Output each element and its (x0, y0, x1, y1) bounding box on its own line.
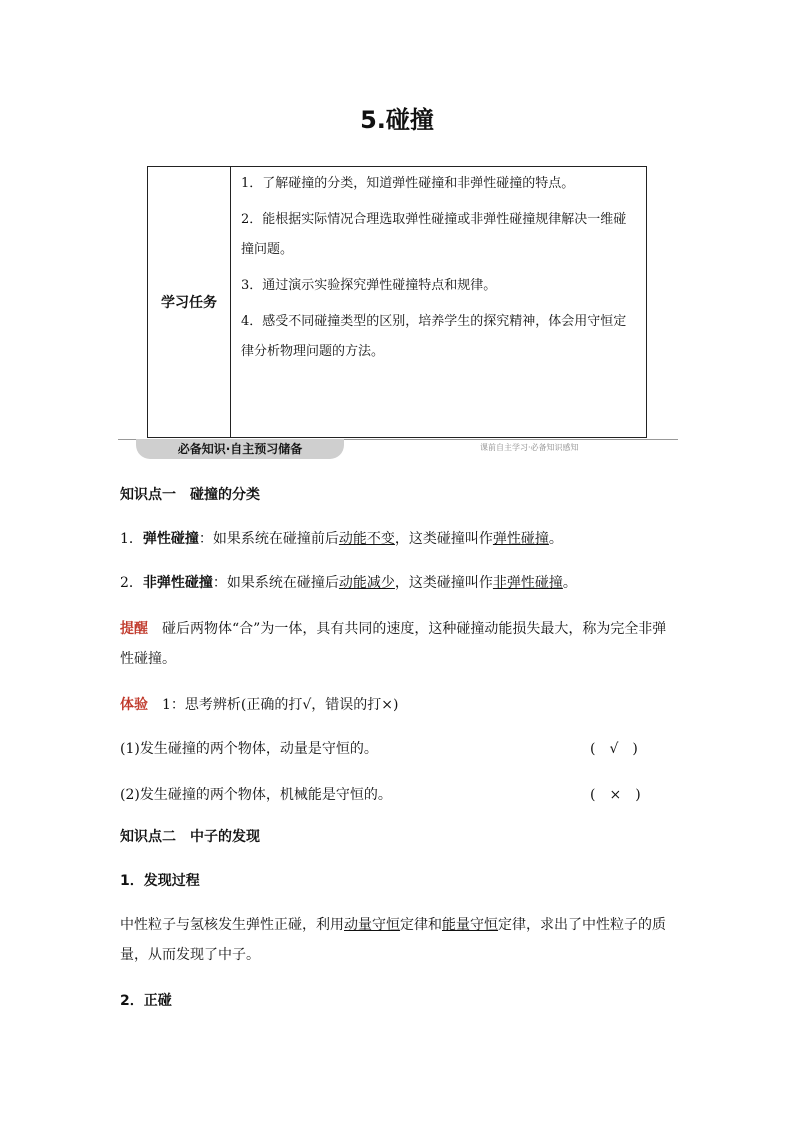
blank-answer: 动能减少 (338, 575, 395, 591)
term-elastic: 弹性碰撞 (142, 531, 199, 547)
banner-label: 必备知识·自主预习储备 (136, 439, 344, 459)
learning-goals-table (147, 166, 647, 438)
blank-answer: 非弹性碰撞 (492, 575, 563, 591)
question-1: (1)发生碰撞的两个物体，动量是守恒的。 (120, 741, 378, 757)
answer-1-mark: ( √ ) (590, 741, 638, 757)
subheading-head-on-collision: 2．正碰 (120, 993, 172, 1009)
definition-text: ，这类碰撞叫作 (394, 531, 493, 547)
experience-text: 1：思考辨析(正确的打√，错误的打×) (162, 697, 399, 713)
paragraph-text: 定律，求出了中性粒子的质量，从而发现了中子。 (120, 917, 666, 963)
inelastic-collision-definition (120, 568, 680, 598)
goal-item: 4．感受不同碰撞类型的区别，培养学生的探究精神，体会用守恒定律分析物理问题的方法。 (241, 314, 627, 359)
knowledge-point-2-heading: 知识点二 中子的发现 (120, 829, 260, 845)
goal-item: 1．了解碰撞的分类，知道弹性碰撞和非弹性碰撞的特点。 (241, 176, 575, 191)
subheading-discovery-process: 1．发现过程 (120, 873, 200, 889)
goals-label: 学习任务 (148, 167, 231, 437)
tip-label: 提醒 (120, 621, 148, 637)
page-title: 5.碰撞 (360, 106, 434, 134)
question-2: (2)发生碰撞的两个物体，机械能是守恒的。 (120, 787, 392, 803)
knowledge-point-1-heading: 知识点一 碰撞的分类 (120, 487, 260, 503)
punctuation: 。 (562, 575, 577, 591)
punctuation: 。 (548, 531, 563, 547)
experience-heading (120, 690, 680, 720)
banner-note: 课前自主学习·必备知识感知 (480, 443, 579, 452)
paragraph-text: 定律和 (400, 917, 442, 933)
goals-list (231, 167, 646, 437)
discovery-paragraph (120, 910, 680, 970)
definition-text: ：如果系统在碰撞前后 (198, 531, 339, 547)
answer-2-mark: ( × ) (590, 787, 641, 803)
elastic-collision-definition (120, 524, 680, 554)
blank-answer: 弹性碰撞 (492, 531, 549, 547)
paragraph-text: 中性粒子与氢核发生弹性正碰，利用 (120, 917, 344, 933)
item-number: 1． (120, 531, 143, 547)
definition-text: ，这类碰撞叫作 (394, 575, 493, 591)
goal-item: 3．通过演示实验探究弹性碰撞特点和规律。 (241, 278, 497, 293)
experience-label: 体验 (120, 697, 148, 713)
term-inelastic: 非弹性碰撞 (142, 575, 213, 591)
goal-item: 2．能根据实际情况合理选取弹性碰撞或非弹性碰撞规律解决一维碰撞问题。 (241, 212, 627, 257)
section-banner (118, 436, 678, 462)
tip-paragraph (120, 614, 680, 674)
blank-answer: 能量守恒 (442, 917, 498, 933)
tip-text: 碰后两物体“合”为一体，具有共同的速度，这种碰撞动能损失最大，称为完全非弹性碰撞。 (120, 621, 667, 667)
item-number: 2． (120, 575, 143, 591)
blank-answer: 动能不变 (338, 531, 395, 547)
definition-text: ：如果系统在碰撞后 (212, 575, 339, 591)
blank-answer: 动量守恒 (344, 917, 400, 933)
